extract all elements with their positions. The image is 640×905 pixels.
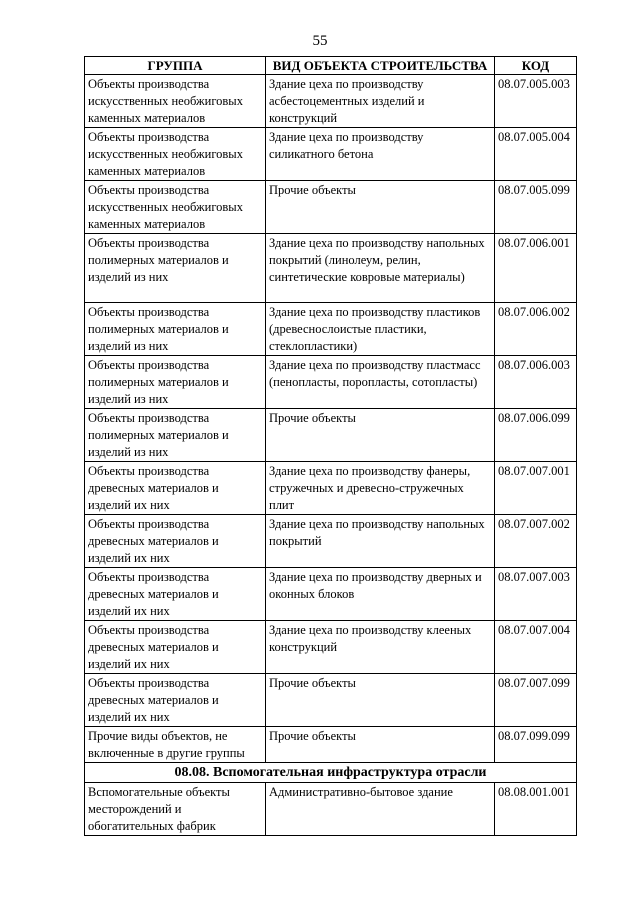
cell-code: 08.07.005.004 xyxy=(495,128,577,181)
table-row xyxy=(85,674,577,727)
table-row xyxy=(85,409,577,462)
table-row xyxy=(85,783,577,836)
cell-group: Объекты производства искусственных необжиговых каменных материалов xyxy=(85,75,266,128)
table-row xyxy=(85,621,577,674)
cell-object-type: Административно-бытовое здание xyxy=(266,783,495,836)
table-row xyxy=(85,515,577,568)
cell-object-type: Прочие объекты xyxy=(266,727,495,763)
table-row xyxy=(85,568,577,621)
construction-classification-table xyxy=(84,56,577,836)
cell-code: 08.07.006.002 xyxy=(495,303,577,356)
table-row xyxy=(85,75,577,128)
header-code: КОД xyxy=(495,57,577,75)
cell-code: 08.07.099.099 xyxy=(495,727,577,763)
cell-group: Объекты производства древесных материалов и изделий их них xyxy=(85,462,266,515)
cell-code: 08.07.006.099 xyxy=(495,409,577,462)
cell-object-type: Здание цеха по производству фанеры, стружечных и древесно-стружечных плит xyxy=(266,462,495,515)
header-object-type: ВИД ОБЪЕКТА СТРОИТЕЛЬСТВА xyxy=(266,57,495,75)
cell-object-type: Здание цеха по производству клееных конструкций xyxy=(266,621,495,674)
cell-object-type: Здание цеха по производству асбестоцементных изделий и конструкций xyxy=(266,75,495,128)
table-row xyxy=(85,303,577,356)
cell-code: 08.07.007.002 xyxy=(495,515,577,568)
cell-object-type: Здание цеха по производству пластмасс (пенопласты, поропласты, сотопласты) xyxy=(266,356,495,409)
page-number: 55 xyxy=(312,33,328,49)
cell-code: 08.07.007.001 xyxy=(495,462,577,515)
cell-code: 08.07.005.003 xyxy=(495,75,577,128)
cell-object-type: Здание цеха по производству дверных и оконных блоков xyxy=(266,568,495,621)
cell-group: Объекты производства древесных материалов и изделий их них xyxy=(85,515,266,568)
table-row xyxy=(85,727,577,763)
section-title: 08.08. Вспомогательная инфраструктура отрасли xyxy=(85,763,577,783)
cell-group: Объекты производства полимерных материалов и изделий из них xyxy=(85,409,266,462)
cell-group: Объекты производства полимерных материалов и изделий из них xyxy=(85,356,266,409)
table-header-row xyxy=(85,57,577,75)
cell-group: Объекты производства полимерных материалов и изделий из них xyxy=(85,234,266,303)
cell-group: Объекты производства древесных материалов и изделий их них xyxy=(85,674,266,727)
cell-group: Прочие виды объектов, не включенные в другие группы xyxy=(85,727,266,763)
cell-code: 08.07.007.099 xyxy=(495,674,577,727)
cell-code: 08.07.005.099 xyxy=(495,181,577,234)
table-row xyxy=(85,181,577,234)
section-header-row xyxy=(85,763,577,783)
cell-code: 08.07.007.003 xyxy=(495,568,577,621)
cell-group: Объекты производства полимерных материалов и изделий из них xyxy=(85,303,266,356)
table-row xyxy=(85,234,577,303)
cell-group: Объекты производства древесных материалов и изделий их них xyxy=(85,621,266,674)
cell-code: 08.07.006.003 xyxy=(495,356,577,409)
cell-object-type: Прочие объекты xyxy=(266,181,495,234)
cell-object-type: Прочие объекты xyxy=(266,674,495,727)
cell-code: 08.07.006.001 xyxy=(495,234,577,303)
cell-group: Объекты производства искусственных необжиговых каменных материалов xyxy=(85,181,266,234)
cell-code: 08.07.007.004 xyxy=(495,621,577,674)
table-row xyxy=(85,462,577,515)
cell-object-type: Здание цеха по производству напольных покрытий (линолеум, релин, синтетические ковровые материалы) xyxy=(266,234,495,303)
cell-object-type: Здание цеха по производству пластиков (древеснослоистые пластики, стеклопластики) xyxy=(266,303,495,356)
cell-object-type: Прочие объекты xyxy=(266,409,495,462)
cell-group: Объекты производства древесных материалов и изделий их них xyxy=(85,568,266,621)
cell-object-type: Здание цеха по производству напольных покрытий xyxy=(266,515,495,568)
cell-code: 08.08.001.001 xyxy=(495,783,577,836)
cell-object-type: Здание цеха по производству силикатного бетона xyxy=(266,128,495,181)
header-group: ГРУППА xyxy=(85,57,266,75)
cell-group: Вспомогательные объекты месторождений и обогатительных фабрик xyxy=(85,783,266,836)
cell-group: Объекты производства искусственных необжиговых каменных материалов xyxy=(85,128,266,181)
table-row xyxy=(85,356,577,409)
table-row xyxy=(85,128,577,181)
